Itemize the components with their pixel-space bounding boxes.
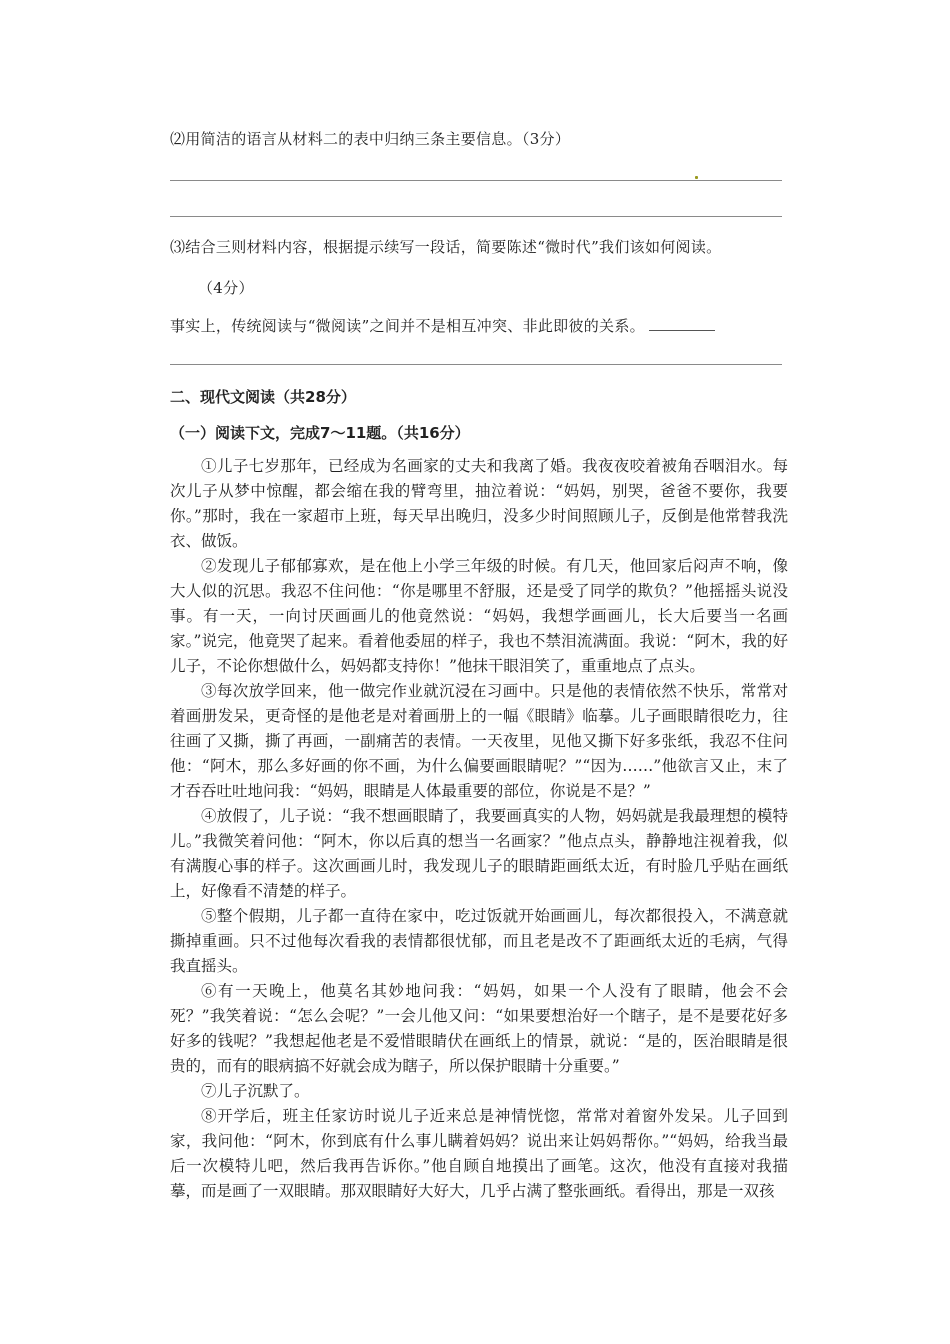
prompt-text: 事实上，传统阅读与“微阅读”之间并不是相互冲突、非此即彼的关系。 (170, 317, 645, 335)
question-3: ⑶结合三则材料内容，根据提示续写一段话，简要陈述“微时代”我们该如何阅读。 (170, 238, 722, 256)
answer-line (170, 364, 782, 365)
question-3-prompt (170, 315, 715, 336)
paragraph-5: ⑤整个假期，儿子都一直待在家中，吃过饭就开始画画儿，每次都很投入，不满意就撕掉重画。只不过他每次看我的表情都很忧郁，而且老是改不了距画纸太近的毛病，气得我直摇头。 (170, 907, 788, 975)
paragraph-1: ①儿子七岁那年，已经成为名画家的丈夫和我离了婚。我夜夜咬着被角吞咽泪水。每次儿子从梦中惊醒，都会缩在我的臂弯里，抽泣着说：“妈妈，别哭，爸爸不要你，我要你。”那时，我在一家超市上班，每天早出晚归，没多少时间照顾儿子，反倒是他常替我洗衣、做饭。 (170, 457, 788, 550)
answer-line (170, 180, 782, 181)
paragraph-4: ④放假了，儿子说：“我不想画眼睛了，我要画真实的人物，妈妈就是我最理想的模特儿。”我微笑着问他：“阿木，你以后真的想当一名画家？”他点点头，静静地注视着我，似有满腹心事的样子。这次画画儿时，我发现儿子的眼睛距画纸太近，有时脸几乎贴在画纸上，好像看不清楚的样子。 (170, 807, 788, 900)
section-title: 二、现代文阅读（共28分） (170, 388, 356, 406)
paragraph-3: ③每次放学回来，他一做完作业就沉浸在习画中。只是他的表情依然不快乐，常常对着画册发呆，更奇怪的是他老是对着画册上的一幅《眼睛》临摹。儿子画眼睛很吃力，往往画了又撕，撕了再画，一副痛苦的表情。一天夜里，见他又撕下好多张纸，我忍不住问他：“阿木，那么多好画的你不画，为什么偏要画眼睛呢？”“因为……”他欲言又止，末了才吞吞吐吐地问我：“妈妈，眼睛是人体最重要的部位，你说是不是？” (170, 682, 788, 800)
question-3-score: （4分） (198, 279, 254, 297)
stray-mark (695, 176, 698, 179)
reading-passage (170, 454, 788, 1204)
paragraph-8: ⑧开学后，班主任家访时说儿子近来总是神情恍惚，常常对着窗外发呆。儿子回到家，我问他：“阿木，你到底有什么事儿瞒着妈妈？说出来让妈妈帮你。”“妈妈，给我当最后一次模特儿吧，然后我再告诉你。”他自顾自地摸出了画笔。这次，他没有直接对我描摹，而是画了一双眼睛。那双眼睛好大好大，几乎占满了整张画纸。看得出，那是一双孩 (170, 1107, 788, 1200)
paragraph-2: ②发现儿子郁郁寡欢，是在他上小学三年级的时候。有几天，他回家后闷声不响，像大人似的沉思。我忍不住问他：“你是哪里不舒服，还是受了同学的欺负？”他摇摇头说没事。有一天，一向讨厌画画儿的他竟然说：“妈妈，我想学画画儿，长大后要当一名画家。”说完，他竟哭了起来。看着他委屈的样子，我也不禁泪流满面。我说：“阿木，我的好儿子，不论你想做什么，妈妈都支持你！”他抹干眼泪笑了，重重地点了点头。 (170, 557, 788, 675)
answer-line (170, 216, 782, 217)
question-2: ⑵用简洁的语言从材料二的表中归纳三条主要信息。（3分） (170, 130, 571, 148)
answer-blank (649, 316, 715, 331)
paragraph-7: ⑦儿子沉默了。 (201, 1082, 310, 1100)
paragraph-6: ⑥有一天晚上，他莫名其妙地问我：“妈妈，如果一个人没有了眼睛，他会不会死？”我笑着说：“怎么会呢？”一会儿他又问：“如果要想治好一个瞎子，是不是要花好多好多的钱呢？”我想起他老是不爱惜眼睛伏在画纸上的情景，就说：“是的，医治眼睛是很贵的，而有的眼病搞不好就会成为瞎子，所以保护眼睛十分重要。” (170, 982, 788, 1075)
section-subtitle: （一）阅读下文，完成7～11题。（共16分） (170, 424, 470, 442)
